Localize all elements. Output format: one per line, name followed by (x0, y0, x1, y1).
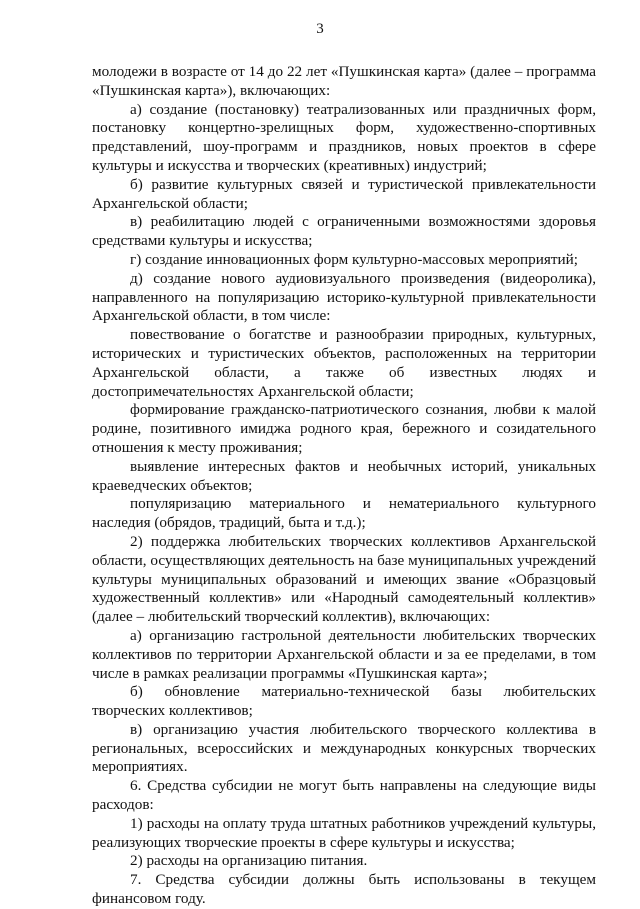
paragraph: г) создание инновационных форм культурно-массовых мероприятий; (130, 250, 578, 268)
paragraph: повествование о богатстве и разнообразии природных, культурных, исторических и туристических объектов, расположенных на территории Архангельской области, а также об известных людях и достопримечательностях Архангельской области; (92, 326, 596, 400)
paragraph: в) организацию участия любительского творческого коллектива в региональных, всероссийских и международных конкурсных творческих мероприятиях. (92, 720, 596, 776)
paragraph: а) организацию гастрольной деятельности любительских творческих коллективов по территории Архангельской области и за ее пределами, в том числе в рамках реализации программы «Пушкинская карта»; (92, 626, 596, 682)
paragraph: 7. Средства субсидии должны быть использованы в текущем финансовом году. (92, 871, 596, 908)
paragraph: выявление интересных фактов и необычных историй, уникальных краеведческих объектов; (92, 457, 596, 494)
paragraph: 2) расходы на организацию питания. (130, 852, 368, 870)
paragraph: а) создание (постановку) театрализованных или праздничных форм, постановку концертно-зрелищных форм, художественно-спортивных представлений, шоу-программ и праздников, новых проектов в сфере культуры и искусства и творческих (креативных) индустрий; (92, 100, 596, 174)
paragraph: формирование гражданско-патриотического сознания, любви к малой родине, позитивного имиджа родного края, бережного и созидательного отношения к месту проживания; (92, 401, 596, 456)
document-body (92, 63, 596, 909)
paragraph: молодежи в возрасте от 14 до 22 лет «Пушкинская карта» (далее – программа «Пушкинская карта»), включающих: (92, 63, 596, 99)
paragraph: б) развитие культурных связей и туристической привлекательности Архангельской области; (92, 175, 596, 212)
page-number: 3 (316, 21, 324, 37)
paragraph: 2) поддержка любительских творческих коллективов Архангельской области, осуществляющих деятельность на базе муниципальных учреждений культуры муниципальных образований и имеющих звание «Образцовый художественный коллектив» или «Народный самодеятельный коллектив» (далее – любительский творческий коллектив), включающих: (92, 532, 596, 626)
paragraph: 6. Средства субсидии не могут быть направлены на следующие виды расходов: (92, 777, 596, 814)
paragraph: 1) расходы на оплату труда штатных работников учреждений культуры, реализующих творческие проекты в сфере культуры и искусства; (92, 814, 596, 851)
paragraph: популяризацию материального и нематериального культурного наследия (обрядов, традиций, быта и т.д.); (92, 495, 596, 532)
paragraph: д) создание нового аудиовизуального произведения (видеоролика), направленного на популяризацию историко-культурной привлекательности Архангельской области, в том числе: (92, 269, 596, 325)
paragraph: б) обновление материально-технической базы любительских творческих коллективов; (92, 683, 596, 720)
paragraph: в) реабилитацию людей с ограниченными возможностями здоровья средствами культуры и искусства; (92, 213, 596, 250)
